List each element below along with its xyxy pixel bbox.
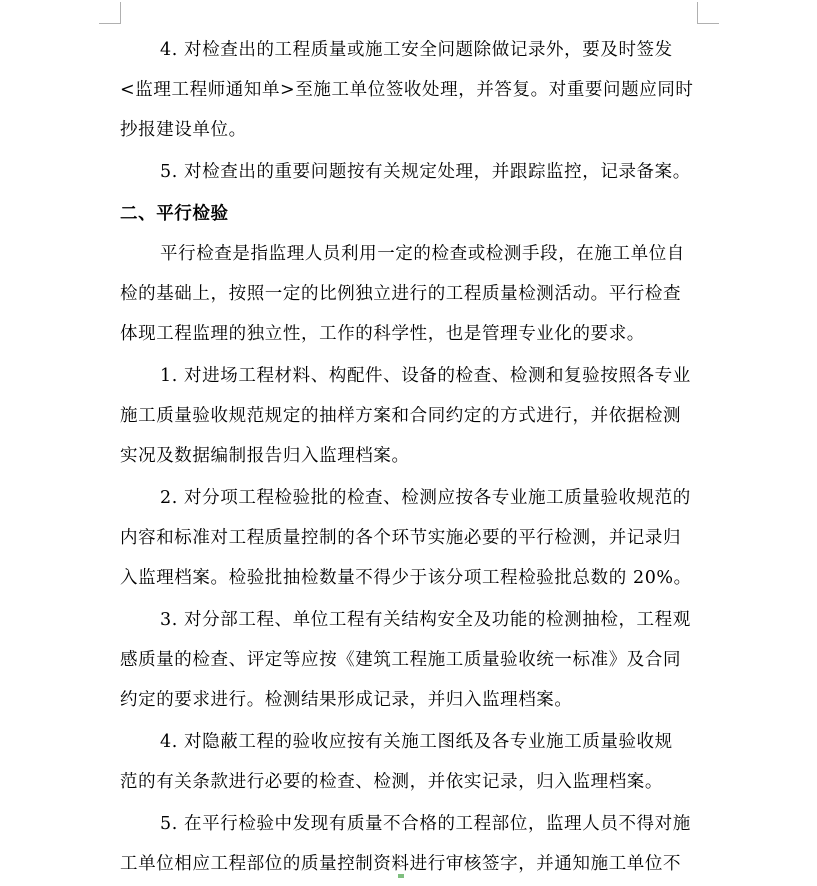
document-body [120,30,698,886]
paragraph-parallel-inspection-definition: 平行检查是指监理人员利用一定的检查或检测手段，在施工单位自 检的基础上，按照一定的比例独立进行的工程质量检测活动。平行检查 体现工程监理的独立性，工作的科学性，也是管理专业化的要求。 [120,244,685,344]
paragraph-item-3-sub-projects: 3. 对分部工程、单位工程有关结构安全及功能的检测抽检，工程观 感质量的检查、评定等应按《建筑工程施工质量验收统一标准》及合同 约定的要求进行。检测结果形成记录，并归入监理档案。 [120,610,691,710]
section-heading-parallel-inspection: 二、平行检验 [120,204,229,224]
paragraph-item-1-materials: 1. 对进场工程材料、构配件、设备的检查、检测和复验按照各专业 施工质量验收规范规定的抽样方案和合同约定的方式进行，并依据检测 实况及数据编制报告归入监理档案。 [120,366,691,466]
paragraph-item-5-nonconforming: 5. 在平行检验中发现有质量不合格的工程部位，监理人员不得对施 工单位相应工程部位的质量控制资料进行审核签字，并通知施工单位不 [120,814,691,874]
paragraph-item-4-concealed-works: 4. 对隐蔽工程的验收应按有关施工图纸及各专业施工质量验收规 范的有关条款进行必要的检查、检测，并依实记录，归入监理档案。 [120,732,673,792]
page-corner-mark-top-right [697,2,719,24]
bottom-edge-marker [398,874,404,878]
paragraph-item-4-notice: 4. 对检查出的工程质量或施工安全问题除做记录外，要及时签发 <监理工程师通知单>至施工单位签收处理，并答复。对重要问题应同时 抄报建设单位。 [120,40,694,140]
page-corner-mark-top-left [99,2,121,24]
paragraph-item-5-major-issues: 5. 对检查出的重要问题按有关规定处理，并跟踪监控，记录备案。 [160,162,691,182]
paragraph-item-2-inspection-lots: 2. 对分项工程检验批的检查、检测应按各专业施工质量验收规范的 内容和标准对工程质量控制的各个环节实施必要的平行检测，并记录归 入监理档案。检验批抽检数量不得少于该分项工程检验批总数的 20%。 [120,488,692,588]
